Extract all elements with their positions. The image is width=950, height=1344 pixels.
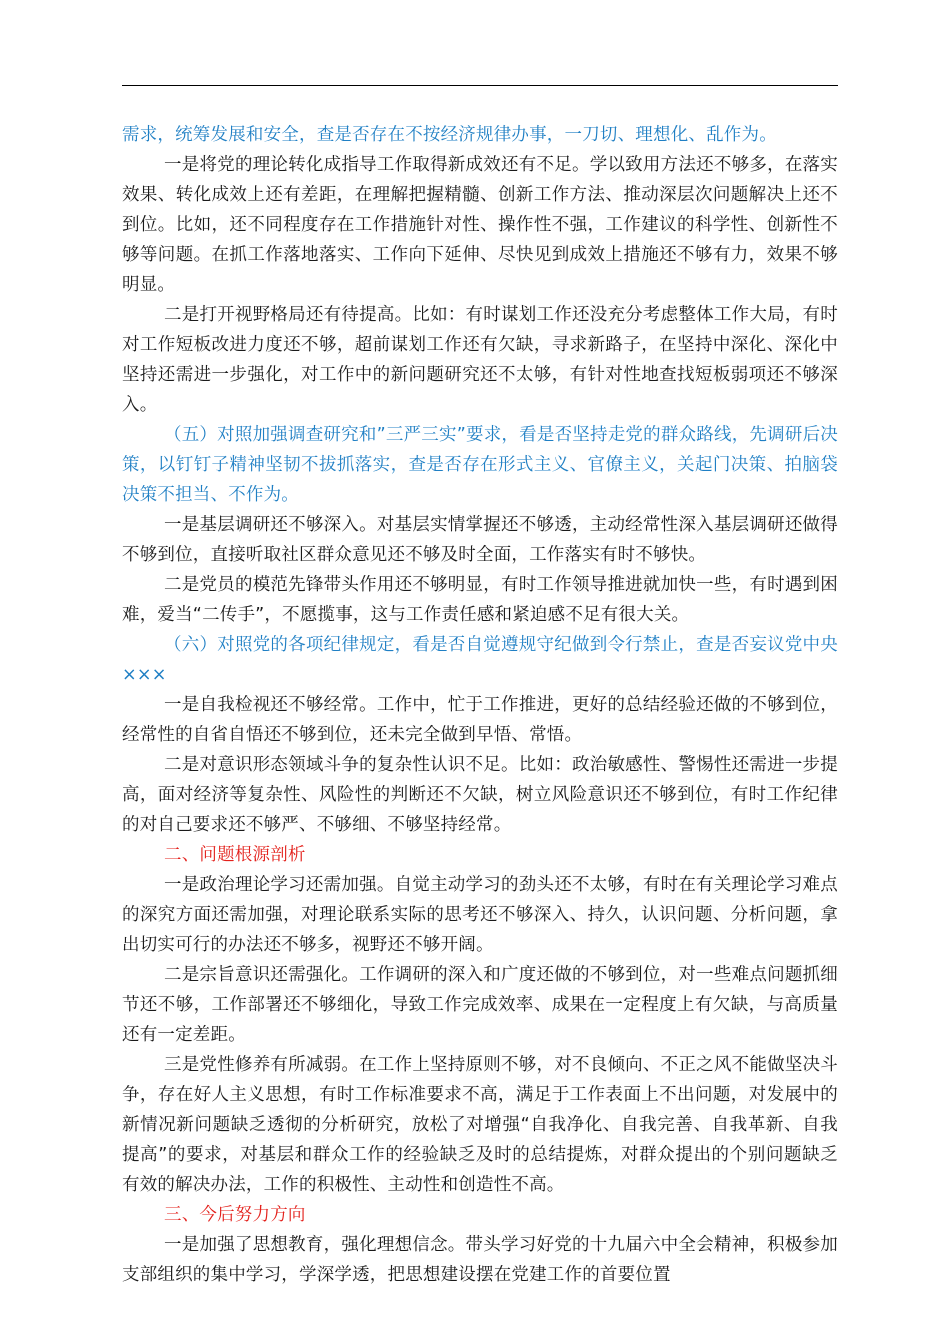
body-paragraph: 一是加强了思想教育，强化理想信念。带头学习好党的十九届六中全会精神，积极参加支部组织的集中学习，学深学透，把思想建设摆在党建工作的首要位置	[122, 1235, 838, 1285]
body-paragraph: 二是打开视野格局还有待提高。比如：有时谋划工作还没充分考虑整体工作大局，有时对工作短板改进力度还不够，超前谋划工作还有欠缺，寻求新路子，在坚持中深化、深化中坚持还需进一步强化，对工作中的新问题研究还不太够，有针对性地查找短板弱项还不够深入。	[122, 305, 838, 415]
body-paragraph: 一是将党的理论转化成指导工作取得新成效还有不足。学以致用方法还不够多，在落实效果、转化成效上还有差距，在理解把握精髓、创新工作方法、推动深层次问题解决上还不到位。比如，还不同程度存在工作措施针对性、操作性不强，工作建议的科学性、创新性不够等问题。在抓工作落地落实、工作向下延伸、尽快见到成效上措施还不够有力，效果不够明显。	[122, 155, 838, 295]
section-heading-6: （六）对照党的各项纪律规定，看是否自觉遵规守纪做到令行禁止，查是否妄议党中央×××	[122, 635, 838, 685]
section-heading-continuation: 需求，统筹发展和安全，查是否存在不按经济规律办事，一刀切、理想化、乱作为。	[122, 125, 777, 145]
body-paragraph: 一是政治理论学习还需加强。自觉主动学习的劲头还不太够，有时在有关理论学习难点的深究方面还需加强，对理论联系实际的思考还不够深入、持久，认识问题、分析问题，拿出切实可行的办法还不够多，视野还不够开阔。	[122, 875, 838, 955]
body-paragraph: 二是宗旨意识还需强化。工作调研的深入和广度还做的不够到位，对一些难点问题抓细节还不够，工作部署还不够细化，导致工作完成效率、成果在一定程度上有欠缺，与高质量还有一定差距。	[122, 965, 838, 1045]
body-paragraph: 二是对意识形态领域斗争的复杂性认识不足。比如：政治敏感性、警惕性还需进一步提高，面对经济等复杂性、风险性的判断还不欠缺，树立风险意识还不够到位，有时工作纪律的对自己要求还不够严、不够细、不够坚持经常。	[122, 755, 838, 835]
document-body	[122, 120, 838, 1290]
body-paragraph: 三是党性修养有所减弱。在工作上坚持原则不够，对不良倾向、不正之风不能做坚决斗争，存在好人主义思想，有时工作标准要求不高，满足于工作表面上不出问题，对发展中的新情况新问题缺乏透彻的分析研究，放松了对增强“自我净化、自我完善、自我革新、自我提高”的要求，对基层和群众工作的经验缺乏及时的总结提炼，对群众提出的个别问题缺乏有效的解决办法，工作的积极性、主动性和创造性不高。	[122, 1055, 838, 1195]
body-paragraph: 二是党员的模范先锋带头作用还不够明显，有时工作领导推进就加快一些，有时遇到困难，爱当“二传手”，不愿揽事，这与工作责任感和紧迫感不足有很大关。	[122, 575, 838, 625]
body-paragraph: 一是自我检视还不够经常。工作中，忙于工作推进，更好的总结经验还做的不够到位，经常性的自省自悟还不够到位，还未完全做到早悟、常悟。	[122, 695, 838, 745]
header-rule	[122, 85, 838, 86]
chapter-heading-2: 二、问题根源剖析	[164, 845, 306, 865]
section-heading-5: （五）对照加强调查研究和”三严三实”要求，看是否坚持走党的群众路线，先调研后决策，以钉钉子精神坚韧不拔抓落实，查是否存在形式主义、官僚主义，关起门决策、拍脑袋决策不担当、不作为。	[122, 425, 838, 505]
chapter-heading-3: 三、今后努力方向	[164, 1205, 306, 1225]
body-paragraph: 一是基层调研还不够深入。对基层实情掌握还不够透，主动经常性深入基层调研还做得不够到位，直接听取社区群众意见还不够及时全面，工作落实有时不够快。	[122, 515, 838, 565]
